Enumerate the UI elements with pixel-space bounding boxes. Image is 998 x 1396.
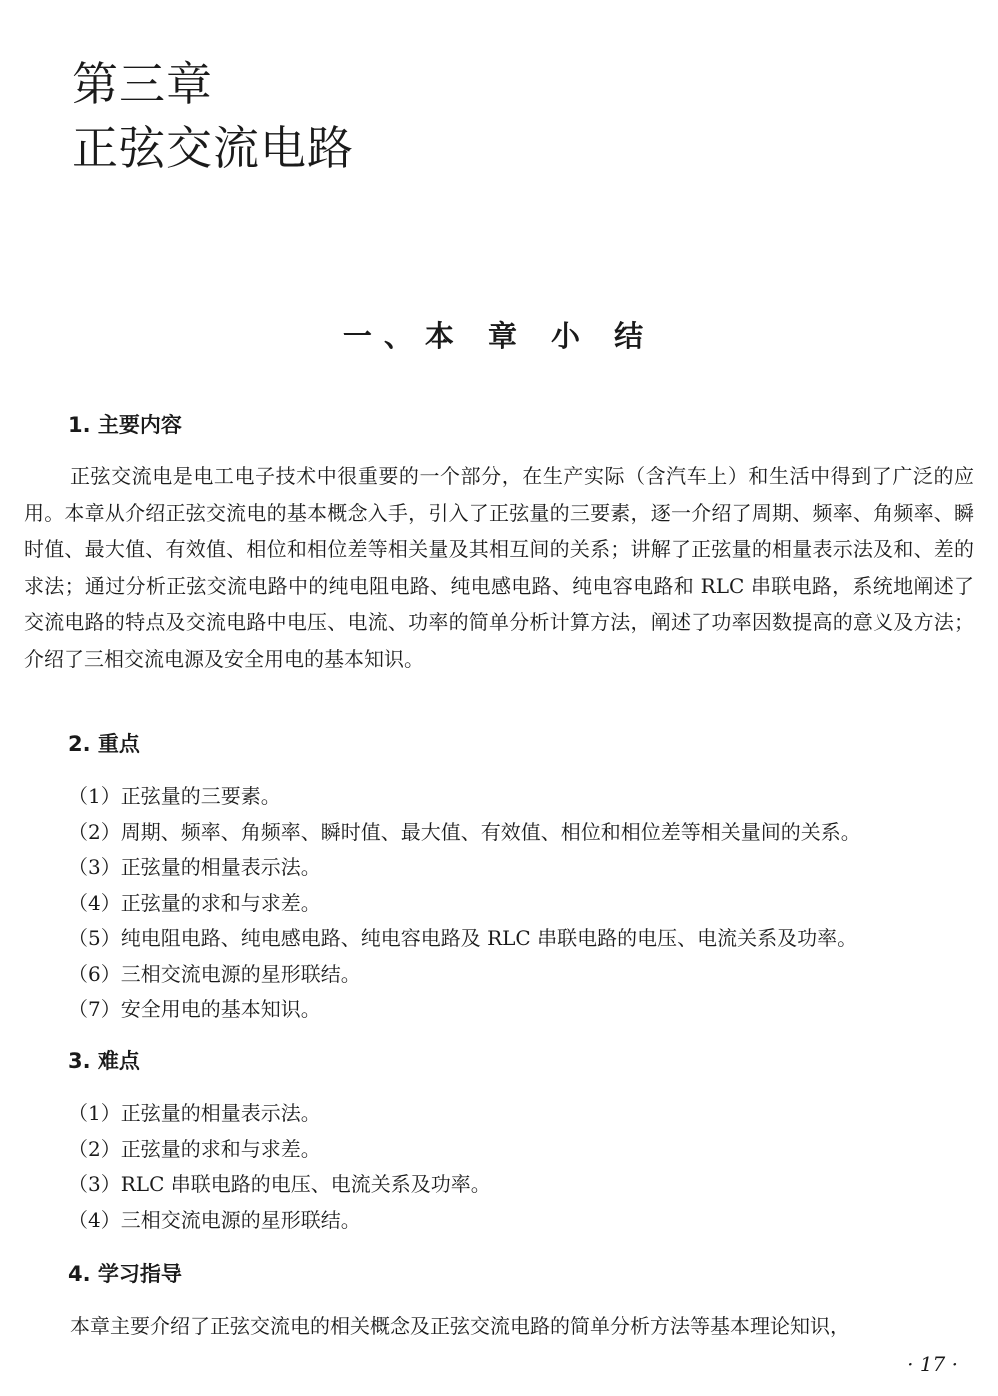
list-item: （5）纯电阻电路、纯电感电路、纯电容电路及 RLC 串联电路的电压、电流关系及功率。: [68, 926, 858, 950]
difficulties-heading: 3. 难点: [68, 1049, 140, 1073]
section-title: 一、本 章 小 结: [342, 319, 656, 353]
list-item: （6）三相交流电源的星形联结。: [68, 961, 361, 986]
list-item: （4）三相交流电源的星形联结。: [68, 1207, 361, 1232]
list-item: （1）正弦量的三要素。: [68, 784, 281, 808]
chapter-number: 第三章: [72, 57, 213, 111]
page-number: · 17 ·: [907, 1352, 958, 1376]
list-item: （3）RLC 串联电路的电压、电流关系及功率。: [68, 1172, 491, 1196]
main-content-heading: 1. 主要内容: [68, 413, 182, 437]
list-item: （2）正弦量的求和与求差。: [68, 1136, 321, 1161]
difficulties-list: [68, 1096, 968, 1238]
chapter-title: 正弦交流电路: [72, 121, 354, 175]
main-content-paragraph: 正弦交流电是电工电子技术中很重要的一个部分，在生产实际（含汽车上）和生活中得到了广泛的应用。本章从介绍正弦交流电的基本概念入手，引入了正弦量的三要素，逐一介绍了周期、频率、角频率、瞬时值、最大值、有效值、相位和相位差等相关量及其相互间的关系；讲解了正弦量的相量表示法及和、差的求法；通过分析正弦交流电路中的纯电阻电路、纯电感电路、纯电容电路和 RLC 串联电路，系统地阐述了交流电路的特点及交流电路中电压、电流、功率的简单分析计算方法，阐述了功率因数提高的意义及方法；介绍了三相交流电源及安全用电的基本知识。: [24, 464, 974, 671]
list-item: （1）正弦量的相量表示法。: [68, 1101, 321, 1125]
list-item: （4）正弦量的求和与求差。: [68, 890, 321, 915]
key-points-heading: 2. 重点: [68, 732, 140, 756]
list-item: （7）安全用电的基本知识。: [68, 997, 321, 1021]
list-item: （2）周期、频率、角频率、瞬时值、最大值、有效值、相位和相位差等相关量间的关系。: [68, 819, 861, 844]
key-points-list: [68, 779, 968, 1028]
guidance-heading: 4. 学习指导: [68, 1262, 182, 1286]
guidance-paragraph: 本章主要介绍了正弦交流电的相关概念及正弦交流电路的简单分析方法等基本理论知识，: [70, 1314, 850, 1338]
chapter-heading: [72, 52, 354, 180]
list-item: （3）正弦量的相量表示法。: [68, 855, 321, 879]
